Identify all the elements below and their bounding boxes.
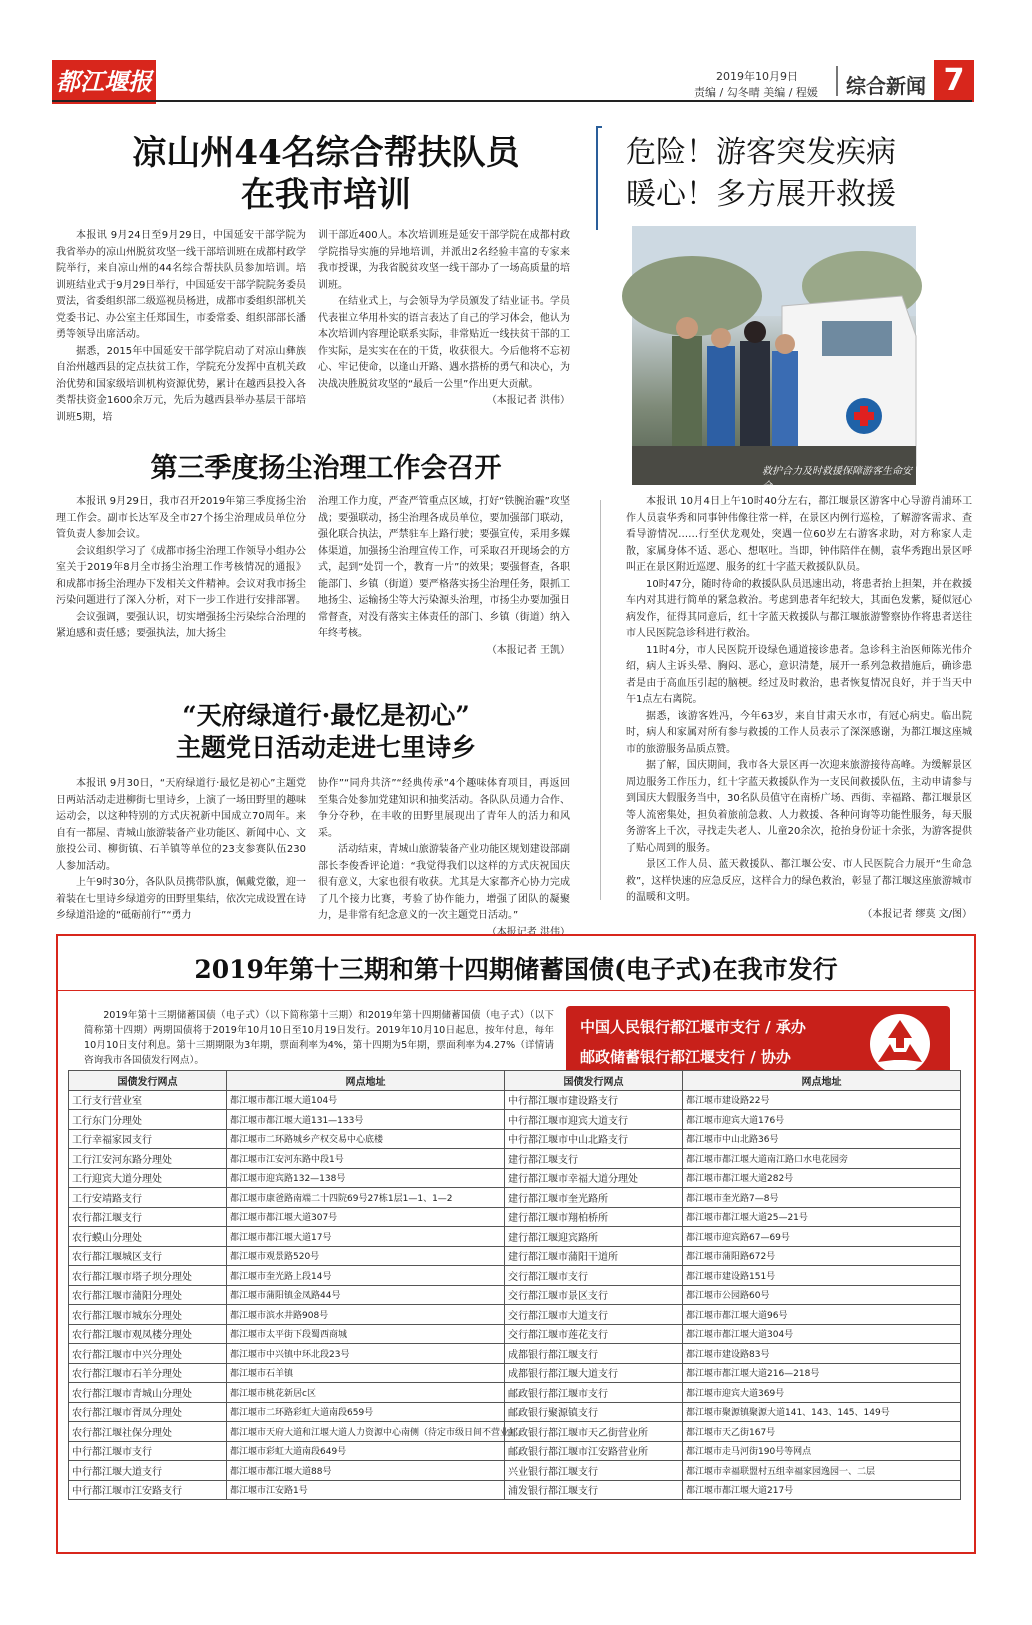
- table-cell: 都江堰市观景路520号: [227, 1246, 505, 1266]
- table-row: [69, 1383, 961, 1403]
- table-cell: 交行都江堰市支行: [505, 1266, 683, 1286]
- table-cell: 都江堰市都江堰大道25—21号: [683, 1207, 961, 1227]
- table-cell: 都江堰市建设路22号: [683, 1090, 961, 1110]
- page-number: 7: [934, 60, 974, 102]
- table-cell: 都江堰市中山北路36号: [683, 1129, 961, 1149]
- article1-paragraph: 据悉，2015年中国延安干部学院启动了对凉山彝族自治州越西县的定点扶贫工作，学院充分发挥中直机关政治优势和国家级培训机构资源优势，累计在越西县投入各类帮扶资金1600余万元，先后为越西县举办基层干部培训班5期，培: [56, 345, 306, 423]
- article1-paragraph: 在结业式上，与会领导为学员颁发了结业证书。学员代表崔立华用朴实的语言表达了自己的学习体会，他认为本次培训内容理论联系实际，非常贴近一线扶贫干部的工作实际，是实实在在的干货，收获很大。今后他将不忘初心、牢记使命，以逢山开路、遇水搭桥的勇气和决心，为决战决胜脱贫攻坚的“最后一公里”作出更大贡献。: [318, 296, 570, 390]
- table-cell: 中行都江堰大道支行: [69, 1461, 227, 1481]
- table-row: [69, 1129, 961, 1149]
- table-cell: 都江堰市都江堰大道88号: [227, 1461, 505, 1481]
- table-cell: 农行都江堰市中兴分理处: [69, 1344, 227, 1364]
- table-cell: 建行都江堰支行: [505, 1149, 683, 1169]
- table-cell: 都江堰市都江堰大道282号: [683, 1168, 961, 1188]
- table-cell: 建行都江堰市幸福大道分理处: [505, 1168, 683, 1188]
- table-cell: 工行幸福家园支行: [69, 1129, 227, 1149]
- ambulance-photo-illustration: [632, 226, 916, 485]
- table-cell: 都江堰市天乙街167号: [683, 1422, 961, 1442]
- table-cell: 都江堰市都江堰大道96号: [683, 1305, 961, 1325]
- table-cell: 都江堰市都江堰大道104号: [227, 1090, 505, 1110]
- article3-credit: （本报记者 洪伟）: [486, 926, 570, 938]
- table-cell: 邮政银行聚源镇支行: [505, 1402, 683, 1422]
- issuer-line2: 邮政储蓄银行都江堰支行 / 协办: [580, 1048, 791, 1066]
- article4-credit: （本报记者 缪莫 文/图）: [862, 908, 972, 920]
- table-cell: 都江堰市建设路83号: [683, 1344, 961, 1364]
- table-cell: 都江堰市走马河街190号等网点: [683, 1441, 961, 1461]
- table-header-row: [69, 1071, 961, 1091]
- table-cell: 农行都江堰市塔子坝分理处: [69, 1266, 227, 1286]
- article3-paragraph: 上午9时30分，各队队员携带队旗，佩戴党徽，迎一着装在七里诗乡绿道旁的田野里集结，依次完成设置在诗乡绿道沿途的“砥砺前行”“勇力: [56, 877, 306, 921]
- column-divider: [600, 500, 601, 900]
- article3-paragraph: 活动结束，青城山旅游装备产业功能区规划建设部副部长李俊香评论道：“我觉得我们以这样的方式庆祝国庆很有意义，大家也很有收获。尤其是大家都齐心协力完成了几个接力比赛，考验了协作能力，增强了团队的凝聚力，是非常有纪念意义的一次主题党日活动。”: [318, 844, 570, 921]
- headline-bracket: [596, 126, 602, 230]
- article2-paragraph: 治理工作力度，严查严管重点区域，打好“铁腕治霾”攻坚战；要强联动，扬尘治理各成员单位，要加强部门联动，强化联合执法，严禁驻车上路行驶；要强宣传，采用多媒体渠道，加强扬尘治理宣传工作，可采取召开现场会的方式，起到“处罚一个，教育一片”的效果；要强督查，各职能部门、乡镇（街道）要严格落实扬尘治理任务，限抓工地扬尘、运输扬尘等大污染源头治理，市扬尘办要加强日常督查，对没有落实主体责任的部门、乡镇（街道）纳入年终考核。: [318, 496, 570, 639]
- table-row: [69, 1461, 961, 1481]
- table-cell: 农行都江堰市观凤楼分理处: [69, 1324, 227, 1344]
- table-cell: 中行都江堰市建设路支行: [505, 1090, 683, 1110]
- table-cell: 成都银行都江堰大道支行: [505, 1363, 683, 1383]
- column-header: 网点地址: [683, 1071, 961, 1091]
- photo-caption: 救护合力及时救援保障游客生命安全。: [762, 466, 912, 492]
- table-row: [69, 1305, 961, 1325]
- bonds-intro: [84, 1008, 554, 1068]
- table-cell: 交行都江堰市大道支行: [505, 1305, 683, 1325]
- article4-paragraph: 据悉，该游客姓冯，今年63岁，来自甘肃天水市，有冠心病史。临出院时，病人和家属对所有参与救援的工作人员表示了深深感谢，为都江堰这座城市的旅游服务品质点赞。: [626, 710, 972, 755]
- article1-title-line1: 凉山州44名综合帮扶队员: [132, 133, 520, 173]
- table-body: [69, 1090, 961, 1500]
- table-cell: 都江堰市都江堰大道217号: [683, 1480, 961, 1500]
- table-cell: 兴业银行都江堰支行: [505, 1461, 683, 1481]
- table-cell: 交行都江堰市莲花支行: [505, 1324, 683, 1344]
- article4-title-line1: 危险！游客突发疾病: [626, 135, 896, 170]
- issuer-line1: 中国人民银行都江堰市支行 / 承办: [580, 1018, 806, 1036]
- column-header: 国债发行网点: [505, 1071, 683, 1091]
- bonds-title-rule: [56, 990, 976, 991]
- table-cell: 工行安靖路支行: [69, 1188, 227, 1208]
- article1-credit: （本报记者 洪伟）: [486, 395, 570, 406]
- table-cell: 都江堰市中兴镇中环北段23号: [227, 1344, 505, 1364]
- table-cell: 中行都江堰市迎宾大道支行: [505, 1110, 683, 1130]
- table-cell: 都江堰市桃花新居c区: [227, 1383, 505, 1403]
- article3-paragraph: 协作”“同舟共济”“经典传承”4个趣味体育项目，再返回至集合处参加党建知识和抽奖活动。各队队员通力合作、争分夺秒，在丰收的田野里展现出了青年人的活力和风采。: [318, 778, 570, 839]
- table-row: [69, 1285, 961, 1305]
- table-row: [69, 1363, 961, 1383]
- table-cell: 邮政银行都江堰市天乙街营业所: [505, 1422, 683, 1442]
- table-cell: 中行都江堰市中山北路支行: [505, 1129, 683, 1149]
- article2-title: 第三季度扬尘治理工作会召开: [150, 453, 502, 484]
- table-cell: 都江堰市迎宾路132—138号: [227, 1168, 505, 1188]
- editors-credit: 责编 / 勾冬晴 美编 / 程媛: [694, 86, 818, 99]
- article2-credit: （本报记者 王凯）: [486, 644, 570, 656]
- table-cell: 农行都江堰市石羊分理处: [69, 1363, 227, 1383]
- article1-title-line2: 在我市培训: [241, 175, 411, 215]
- table-cell: 都江堰市都江堰大道307号: [227, 1207, 505, 1227]
- table-row: [69, 1246, 961, 1266]
- table-cell: 农行都江堰社保分理处: [69, 1422, 227, 1442]
- table-row: [69, 1149, 961, 1169]
- table-cell: 都江堰市迎宾路67—69号: [683, 1227, 961, 1247]
- column-header: 网点地址: [227, 1071, 505, 1091]
- table-cell: 农行都江堰市蒲阳分理处: [69, 1285, 227, 1305]
- table-cell: 都江堰市滨水井路908号: [227, 1305, 505, 1325]
- table-cell: 农行都江堰支行: [69, 1207, 227, 1227]
- table-cell: 工行江安河东路分理处: [69, 1149, 227, 1169]
- table-cell: 建行都江堰市翔柏桥所: [505, 1207, 683, 1227]
- table-cell: 都江堰市石羊镇: [227, 1363, 505, 1383]
- article2-col1: [56, 494, 306, 643]
- table-row: [69, 1422, 961, 1442]
- table-cell: 都江堰市二环路彩虹大道南段659号: [227, 1402, 505, 1422]
- article4-body: [626, 494, 972, 923]
- header-separator: [836, 66, 838, 96]
- table-cell: 都江堰市彩虹大道南段649号: [227, 1441, 505, 1461]
- table-cell: 农行都江堰市城东分理处: [69, 1305, 227, 1325]
- table-row: [69, 1168, 961, 1188]
- table-cell: 都江堰市奎光路7—8号: [683, 1188, 961, 1208]
- table-row: [69, 1480, 961, 1500]
- table-cell: 都江堰市太平街下段蜀西商城: [227, 1324, 505, 1344]
- table-row: [69, 1402, 961, 1422]
- table-row: [69, 1207, 961, 1227]
- header-rule: [52, 100, 972, 102]
- table-row: [69, 1188, 961, 1208]
- table-cell: 农行蟆山分理处: [69, 1227, 227, 1247]
- article3-title-line2: 主题党日活动走进七里诗乡: [175, 733, 476, 762]
- article3-col2: [318, 776, 570, 941]
- table-cell: 交行都江堰市景区支行: [505, 1285, 683, 1305]
- article3-title: [66, 700, 586, 764]
- table-cell: 工行迎宾大道分理处: [69, 1168, 227, 1188]
- section-name: 综合新闻: [846, 74, 926, 98]
- table-cell: 都江堰市江安路1号: [227, 1480, 505, 1500]
- table-cell: 农行都江堰市青城山分理处: [69, 1383, 227, 1403]
- table-cell: 都江堰市都江堰大道304号: [683, 1324, 961, 1344]
- article1-col2: [318, 228, 570, 410]
- table-row: [69, 1441, 961, 1461]
- article1-paragraph: 本报讯 9月24日至9月29日，中国延安干部学院为我省举办的凉山州脱贫攻坚一线干部培训班在成都村政学院举行，来自凉山州的44名综合帮扶队员参加培训。培训班结业式于9月29日举行，中国延安干部学院院务委员贾法，省委组织部二级巡视员杨进，成都市委组织部机关党委书记、办公室主任郑国生，市委常委、组织部部长潘勇等领导出席活动。: [56, 230, 306, 340]
- table-cell: 中行都江堰市江安路支行: [69, 1480, 227, 1500]
- article2-paragraph: 本报讯 9月29日，我市召开2019年第三季度扬尘治理工作会。副市长达军及全市27个扬尘治理成员单位分管负责人参加会议。: [56, 496, 306, 540]
- table-cell: 都江堰市都江堰大道南江路口水电花园旁: [683, 1149, 961, 1169]
- table-cell: 都江堰市都江堰大道17号: [227, 1227, 505, 1247]
- article3-col1: [56, 776, 306, 925]
- article2-paragraph: 会议组织学习了《成都市扬尘治理工作领导小组办公室关于2019年8月全市扬尘治理工作考核情况的通报》和成都市扬尘治理办下发相关文件精神。会议对我市扬尘污染问题进行了深入分析，对下一步工作进行安排部署。: [56, 545, 306, 606]
- table-row: [69, 1344, 961, 1364]
- table-row: [69, 1266, 961, 1286]
- article4-paragraph: 景区工作人员、蓝天救援队、都江堰公安、市人民医院合力展开“生命急救”，这样快速的应急反应，这样合力的绿色救治，彰显了都江堰这座旅游城市的温暖和文明。: [626, 859, 972, 903]
- table-cell: 都江堰市蒲阳路672号: [683, 1246, 961, 1266]
- table-cell: 邮政银行都江堰市江安路营业所: [505, 1441, 683, 1461]
- table-cell: 都江堰市奎光路上段14号: [227, 1266, 505, 1286]
- column-header: 国债发行网点: [69, 1071, 227, 1091]
- bonds-title: 2019年第十三期和第十四期储蓄国债(电子式)在我市发行: [194, 955, 838, 984]
- table-cell: 都江堰市聚源镇聚源大道141、143、145、149号: [683, 1402, 961, 1422]
- table-cell: 成都银行都江堰支行: [505, 1344, 683, 1364]
- table-cell: 建行都江堰市奎光路所: [505, 1188, 683, 1208]
- table-cell: 都江堰市迎宾大道369号: [683, 1383, 961, 1403]
- article4-paragraph: 本报讯 10月4日上午10时40分左右，都江堰景区游客中心导游肖浦环工作人员袁华秀和同事钟伟像往常一样，在景区内例行巡检，了解游客需求、查看导游情况……行至伏龙观处，突遇一位60岁左右游客求助，对方称家人走散，家属身体不适、恶心、想呕吐。当即，钟伟陪伴在侧，袁华秀跑出景区呼叫正在景区附近巡逻、服务的红十字蓝天救援队队员。: [626, 496, 972, 573]
- table-cell: 农行都江堰市胥凤分理处: [69, 1402, 227, 1422]
- article4-paragraph: 据了解，国庆期间，我市各大景区再一次迎来旅游接待高峰。为缓解景区周边服务工作压力，红十字蓝天救援队作为一支民间救援队伍，主动申请参与到国庆大假服务当中，30名队员值守在南桥广场、西街、幸福路、都江堰景区等人流密集处，担负着旅前急救、人力救援、各种问询等功能性服务，每天服务游客上千次，寻找走失老人、儿童20余次，抢抬身份证十余张，为游客提供了贴心周到的服务。: [626, 760, 972, 854]
- article4-paragraph: 11时4分，市人民医院开设绿色通道接诊患者。急诊科主治医师陈光伟介绍，病人主诉头晕、胸闷、恶心，意识清楚，展开一系列急救措施后，确诊患者是由于高血压引起的脑梗。经过及时救治，患者恢复情况良好，并于当天中午1点左右离院。: [626, 644, 972, 705]
- article4-paragraph: 10时47分，随时待命的救援队队员迅速出动，将患者抬上担架，并在救援车内对其进行简单的紧急救治。考虑到患者年纪较大，其面色发紫，疑似冠心病发作，征得其同意后，红十字蓝天救援队与都江堰旅游警察协作将患者送往市人民医院急诊科进行救治。: [626, 578, 972, 639]
- table-cell: 都江堰市天府大道和江堰大道人力资源中心南侧（待定市级日间不营业）: [227, 1422, 505, 1442]
- table-cell: 工行东门分理处: [69, 1110, 227, 1130]
- table-cell: 都江堰市都江堰大道216—218号: [683, 1363, 961, 1383]
- bonds-intro-text: 2019年第十三期储蓄国债（电子式）（以下简称第十三期）和2019年第十四期储蓄国债（电子式）（以下简称第十四期）两期国债将于2019年10月10日至10月19日发行。2019年10月10日起息，按年付息，每年10月10日支付利息。第十三期期限为3年期，票面利率为4%，第十四期为5年期，票面利率为4.27%（详情请咨询我市各国债发行网点）。: [84, 1010, 554, 1066]
- table-cell: 建行都江堰市蒲阳干道所: [505, 1246, 683, 1266]
- table-cell: 都江堰市都江堰大道131—133号: [227, 1110, 505, 1130]
- article3-paragraph: 本报讯 9月30日，“天府绿道行·最忆是初心”主题党日两站活动走进柳街七里诗乡，上演了一场田野里的趣味运动会，以这种特别的方式庆祝新中国成立70周年。来自有一都屋、青城山旅游装备产业功能区、新闻中心、文旅投公司、柳街镇、石羊镇等单位的23支参赛队伍230人参加活动。: [56, 778, 306, 872]
- article1-title: [66, 132, 586, 216]
- table-cell: 邮政银行都江堰市支行: [505, 1383, 683, 1403]
- table-row: [69, 1227, 961, 1247]
- table-cell: 都江堰市幸福联盟村五组幸福家园逸园一、二层: [683, 1461, 961, 1481]
- masthead-logo: 都江堰报: [52, 60, 156, 104]
- table-cell: 都江堰市二环路城乡产权交易中心底楼: [227, 1129, 505, 1149]
- bond-outlets-table: [68, 1070, 961, 1500]
- article3-title-line1: “天府绿道行·最忆是初心”: [182, 701, 470, 730]
- article1-col1: [56, 228, 306, 426]
- table-cell: 都江堰市康爸路南端二十四院69号27栋1层1—1、1—2: [227, 1188, 505, 1208]
- table-cell: 都江堰市蒲阳镇金凤路44号: [227, 1285, 505, 1305]
- table-row: [69, 1324, 961, 1344]
- table-cell: 都江堰市江安河东路中段1号: [227, 1149, 505, 1169]
- article1-paragraph: 训干部近400人。本次培训班是延安干部学院在成都村政学院指导实施的异地培训，并派出2名经验丰富的专家来我市授课，为我省脱贫攻坚一线干部办了一场高质量的培训班。: [318, 230, 570, 291]
- table-cell: 中行都江堰市支行: [69, 1441, 227, 1461]
- pboc-logo-icon: [868, 1012, 932, 1076]
- article2-paragraph: 会议强调，要强认识，切实增强扬尘污染综合治理的紧迫感和责任感；要强执法，加大扬尘: [56, 611, 306, 639]
- table-cell: 建行都江堰迎宾路所: [505, 1227, 683, 1247]
- article4-title: [626, 132, 946, 216]
- issue-date: 2019年10月9日: [716, 70, 798, 83]
- article2-col2: [318, 494, 570, 659]
- ambulance-photo: [632, 226, 916, 492]
- table-cell: 浦发银行都江堰支行: [505, 1480, 683, 1500]
- table-cell: 都江堰市建设路151号: [683, 1266, 961, 1286]
- article4-title-line2: 暖心！多方展开救援: [626, 177, 896, 212]
- table-cell: 农行都江堰城区支行: [69, 1246, 227, 1266]
- table-row: [69, 1110, 961, 1130]
- table-cell: 工行支行营业室: [69, 1090, 227, 1110]
- table-cell: 都江堰市公园路60号: [683, 1285, 961, 1305]
- table-cell: 都江堰市迎宾大道176号: [683, 1110, 961, 1130]
- table-row: [69, 1090, 961, 1110]
